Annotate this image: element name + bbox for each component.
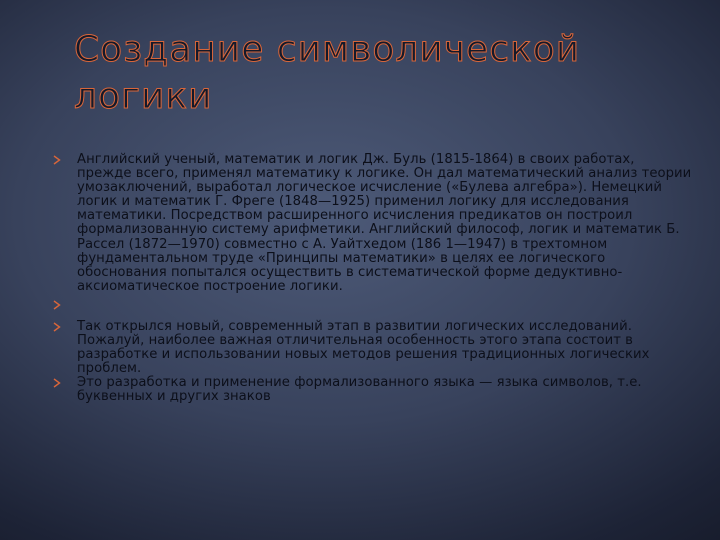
bullet-list: [52, 153, 692, 405]
bullet-text-3: Так открылся новый, современный этап в развитии логических исследований. Пожалуй, наиболее важная отличительная особенность этого этапа состоит в разработке и использовании новых методов решения традиционных логических проблем.: [77, 318, 650, 377]
chevron-right-icon: [52, 153, 62, 167]
chevron-right-icon: [52, 298, 62, 312]
bullet-text-4: Это разработка и применение формализованного языка — языка символов, т.е. буквенных и других знаков: [77, 375, 642, 405]
bullet-item-1: [52, 153, 692, 294]
chevron-right-icon: [52, 320, 62, 334]
bullet-item-3: [52, 320, 692, 376]
slide-title: Создание символической логики: [74, 29, 581, 117]
bullet-text-1: Английский ученый, математик и логик Дж. Буль (1815-1864) в своих работах, прежде всего, применял математику к логике. Он дал математический анализ теории умозаключений, выработал логическое исчисление («Булева алгебра»). Немецкий логик и математик Г. Фреге (1848—1925) применил логику для исследования математики. Посредством расширенного исчисления предикатов он построил формализованную систему арифметики. Английский философ, логик и математик Б. Рассел (1872—1970) совместно с А. Уайтхедом (186 1—1947) в трехтомном фундаментальном труде «Принципы математики» в целях ее логического обоснования попытался осуществить в систематической форме дедуктивно-аксиоматическое построение логики.: [77, 152, 692, 294]
bullet-item-4: [52, 376, 692, 404]
bullet-item-2: [52, 298, 692, 314]
chevron-right-icon: [52, 376, 62, 390]
